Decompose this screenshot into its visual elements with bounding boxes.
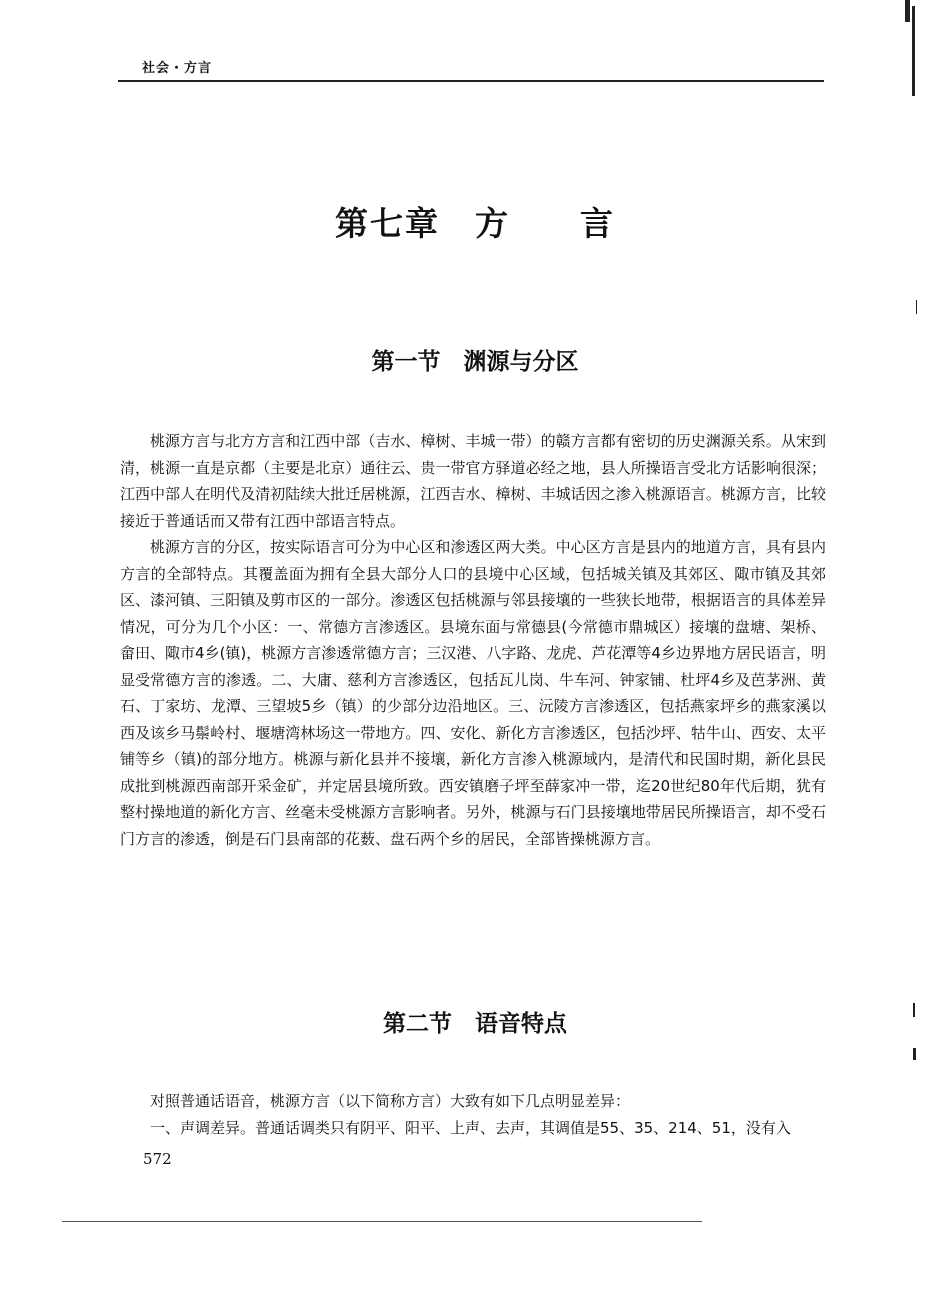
scan-mark bbox=[916, 300, 917, 314]
header-rule bbox=[118, 80, 824, 82]
running-head: 社会・方言 bbox=[142, 61, 213, 76]
section-1-body bbox=[120, 428, 826, 852]
scan-mark bbox=[905, 0, 910, 22]
paragraph: 桃源方言与北方方言和江西中部（吉水、樟树、丰城一带）的赣方言都有密切的历史渊源关系。从宋到清，桃源一直是京都（主要是北京）通往云、贵一带官方驿道必经之地，县人所操语言受北方话影响很深；江西中部人在明代及清初陆续大批迁居桃源，江西吉水、樟树、丰城话因之渗入桃源语言。桃源方言，比较接近于普通话而又带有江西中部语言特点。 bbox=[120, 432, 826, 530]
section-title-1: 第一节 渊源与分区 bbox=[371, 348, 579, 375]
chapter-title: 第七章 方 言 bbox=[335, 204, 615, 243]
scan-mark bbox=[913, 1003, 915, 1017]
bottom-rule bbox=[62, 1221, 702, 1222]
paragraph: 桃源方言的分区，按实际语言可分为中心区和渗透区两大类。中心区方言是县内的地道方言，具有县内方言的全部特点。其覆盖面为拥有全县大部分人口的县境中心区域，包括城关镇及其郊区、陬市镇及其郊区、漆河镇、三阳镇及剪市区的一部分。渗透区包括桃源与邻县接壤的一些狭长地带，根据语言的具体差异情况，可分为几个小区：一、常德方言渗透区。县境东面与常德县(今常德市鼎城区）接壤的盘塘、架桥、畲田、陬市4乡(镇)，桃源方言渗透常德方言；三汉港、八字路、龙虎、芦花潭等4乡边界地方居民语言，明显受常德方言的渗透。二、大庸、慈利方言渗透区，包括瓦儿岗、牛车河、钟家铺、杜坪4乡及芭茅洲、黄石、丁家坊、龙潭、三望坡5乡（镇）的少部分边沿地区。三、沅陵方言渗透区，包括燕家坪乡的燕家溪以西及该乡马鬃岭村、堰塘湾林场这一带地方。四、安化、新化方言渗透区，包括沙坪、牯牛山、西安、太平铺等乡（镇)的部分地方。桃源与新化县并不接壤，新化方言渗入桃源域内，是清代和民国时期，新化县民成批到桃源西南部开采金矿，并定居县境所致。西安镇磨子坪至薛家冲一带，迄20世纪80年代后期，犹有整村操地道的新化方言、丝毫未受桃源方言影响者。另外，桃源与石门县接壤地带居民所操语言，却不受石门方言的渗透，倒是石门县南部的花薮、盘石两个乡的居民，全部皆操桃源方言。 bbox=[120, 538, 826, 848]
section-2-body bbox=[120, 1088, 826, 1141]
paragraph: 对照普通话语音，桃源方言（以下简称方言）大致有如下几点明显差异： bbox=[150, 1092, 631, 1110]
page-number: 572 bbox=[143, 1150, 172, 1168]
scan-mark bbox=[912, 6, 915, 96]
section-title-2: 第二节 语音特点 bbox=[383, 1010, 567, 1037]
paragraph: 一、声调差异。普通话调类只有阴平、阳平、上声、去声，其调值是55、35、214、51，没有入 bbox=[150, 1118, 791, 1137]
scan-mark bbox=[913, 1048, 916, 1060]
